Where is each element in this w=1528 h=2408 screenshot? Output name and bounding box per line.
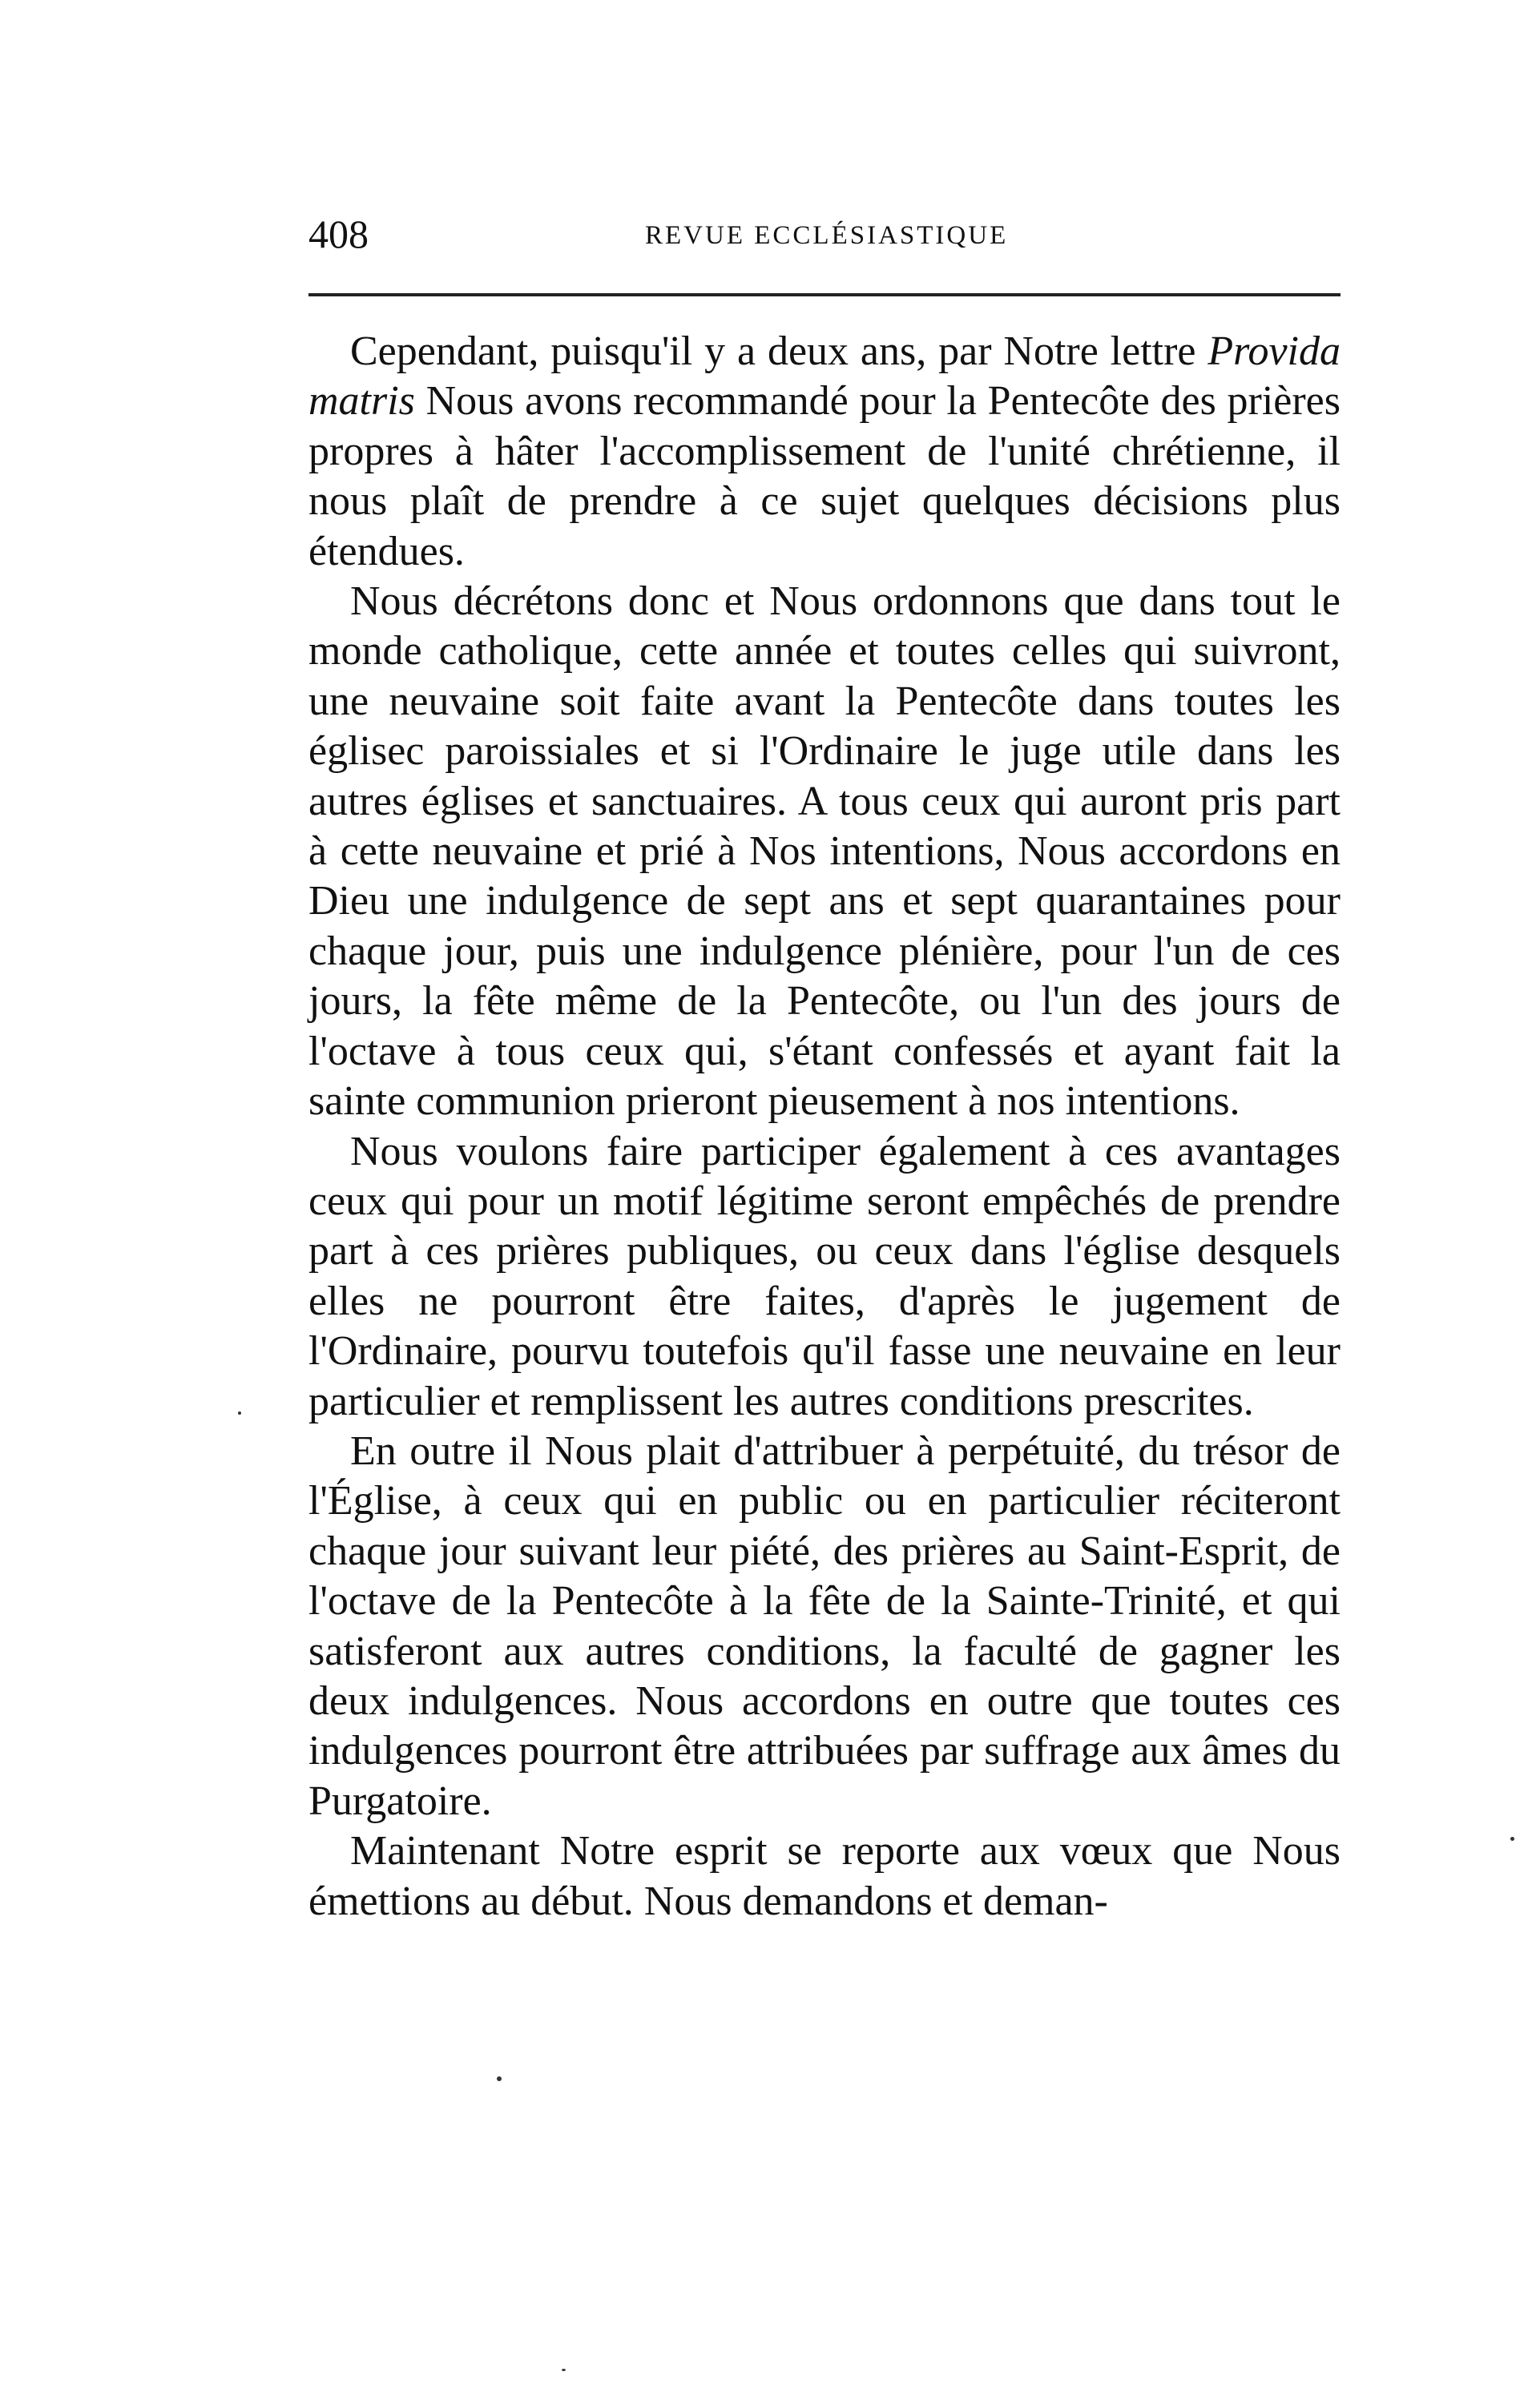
paragraph-1-lead: Cependant, puisqu'il y a deux ans, par Notre lettre <box>350 328 1208 374</box>
paragraph-3: Nous voulons faire participer également à ces avantages ceux qui pour un motif légitime seront empêchés de prendre part à ces prières publiques, ou ceux dans l'église desquels elles ne pourront être faites, d'après le jugement de l'Ordinaire, pourvu toutefois qu'il fasse une neuvaine en leur particulier et remplissent les autres conditions prescrites. <box>308 1128 1341 1424</box>
body-text <box>308 327 1341 1927</box>
print-speck <box>497 2076 502 2081</box>
journal-title: REVUE ECCLÉSIASTIQUE <box>645 221 1009 250</box>
running-head <box>308 210 1341 258</box>
page-number: 408 <box>308 211 369 256</box>
print-speck <box>562 2369 566 2371</box>
paragraph-4: En outre il Nous plait d'attribuer à perpétuité, du trésor de l'Église, à ceux qui en public ou en particulier réciteront chaque jour suivant leur piété, des prières au Saint-Esprit, de l'octave de la Pentecôte à la fête de la Sainte-Trinité, et qui satisferont aux autres conditions, la faculté de gagner les deux indulgences. Nous accordons en outre que toutes ces indulgences pourront être attribuées par suffrage aux âmes du Purgatoire. <box>308 1427 1341 1824</box>
header-rule <box>308 293 1341 296</box>
print-speck <box>238 1411 241 1415</box>
print-speck <box>1510 1837 1514 1841</box>
paragraph-1 <box>308 327 1341 577</box>
paragraph-2: Nous décrétons donc et Nous ordonnons que dans tout le monde catholique, cette année et toutes celles qui suivront, une neuvaine soit faite avant la Pentecôte dans toutes les églisec paroissiales et si l'Ordinaire le juge utile dans les autres églises et sanctuaires. A tous ceux qui auront pris part à cette neuvaine et prié à Nos intentions, Nous accordons en Dieu une indulgence de sept ans et sept quarantaines pour chaque jour, puis une indulgence plénière, pour l'un de ces jours, la fête même de la Pentecôte, ou l'un des jours de l'octave à tous ceux qui, s'étant confessés et ayant fait la sainte communion prieront pieusement à nos intentions. <box>308 578 1341 1125</box>
paragraph-1-text: Nous avons recommandé pour la Pentecôte des prières propres à hâter l'accomplissement de l'unité chrétienne, il nous plaît de prendre à ce sujet quelques décisions plus étendues. <box>308 378 1341 574</box>
paragraph-5: Maintenant Notre esprit se reporte aux vœux que Nous émettions au début. Nous demandons et deman- <box>308 1828 1341 1924</box>
letter-title: Provida matris <box>308 328 1341 425</box>
